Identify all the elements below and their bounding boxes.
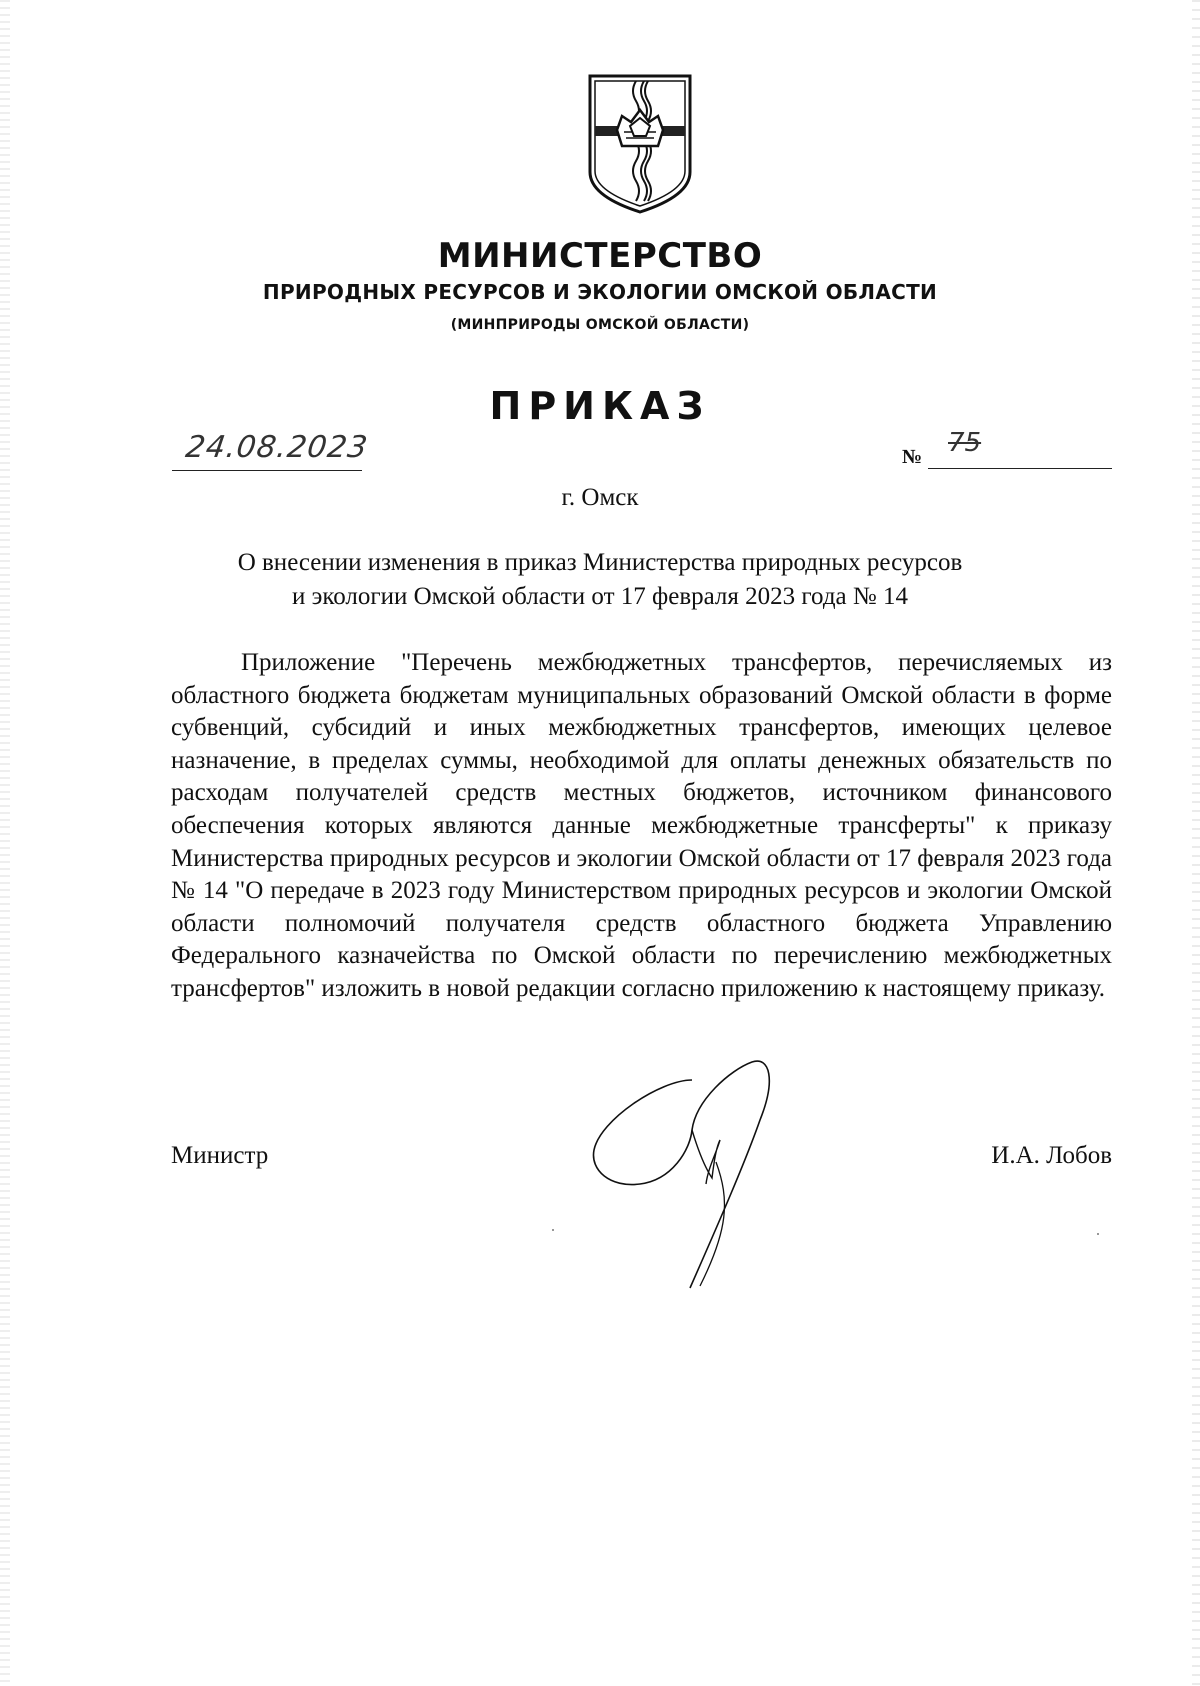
ministry-title: МИНИСТЕРСТВО	[437, 236, 763, 276]
scan-speck	[1097, 1233, 1099, 1235]
subject-line: и экологии Омской области от 17 февраля 2023 года № 14	[291, 583, 908, 610]
ministry-full-name: ПРИРОДНЫХ РЕСУРСОВ И ЭКОЛОГИИ ОМСКОЙ ОБЛАСТИ	[262, 280, 938, 304]
number-label: №	[902, 446, 923, 468]
number-field	[928, 430, 1112, 469]
signatory-name: И.А. Лобов	[991, 1142, 1112, 1169]
scan-speck	[552, 1229, 554, 1231]
body-paragraph-block	[171, 647, 1112, 1006]
subject-line: О внесении изменения в приказ Министерства природных ресурсов	[237, 549, 963, 576]
document-type: ПРИКАЗ	[489, 384, 711, 428]
document-subject	[0, 546, 1200, 614]
body-paragraph: Приложение "Перечень межбюджетных трансфертов, перечисляемых из областного бюджета бюджетам муниципальных образований Омской области в форме субвенций, субсидий и иных межбюджетных трансфертов, имеющих целевое назначение, в пределах суммы, необходимой для оплаты денежных обязательств по расходам получателей средств местных бюджетов, источником финансового обеспечения которых являются данные межбюджетные трансферты" к приказу Министерства природных ресурсов и экологии Омской области от 17 февраля 2023 года № 14 "О передаче в 2023 году Министерством природных ресурсов и экологии Омской области полномочий получателя средств областного бюджета Управлению Федерального казначейства по Омской области по перечислению межбюджетных трансфертов" изложить в новой редакции согласно приложению к настоящему приказу.	[171, 649, 1112, 1002]
coat-of-arms-icon	[584, 72, 696, 216]
city-label: г. Омск	[561, 484, 639, 511]
ministry-short-name: (МИНПРИРОДЫ ОМСКОЙ ОБЛАСТИ)	[450, 317, 750, 333]
handwritten-signature-icon	[580, 1050, 820, 1300]
handwritten-date: 24.08.2023	[183, 430, 371, 465]
handwritten-number: 75	[948, 428, 982, 458]
date-field	[172, 430, 371, 471]
signatory-position: Министр	[171, 1142, 269, 1169]
